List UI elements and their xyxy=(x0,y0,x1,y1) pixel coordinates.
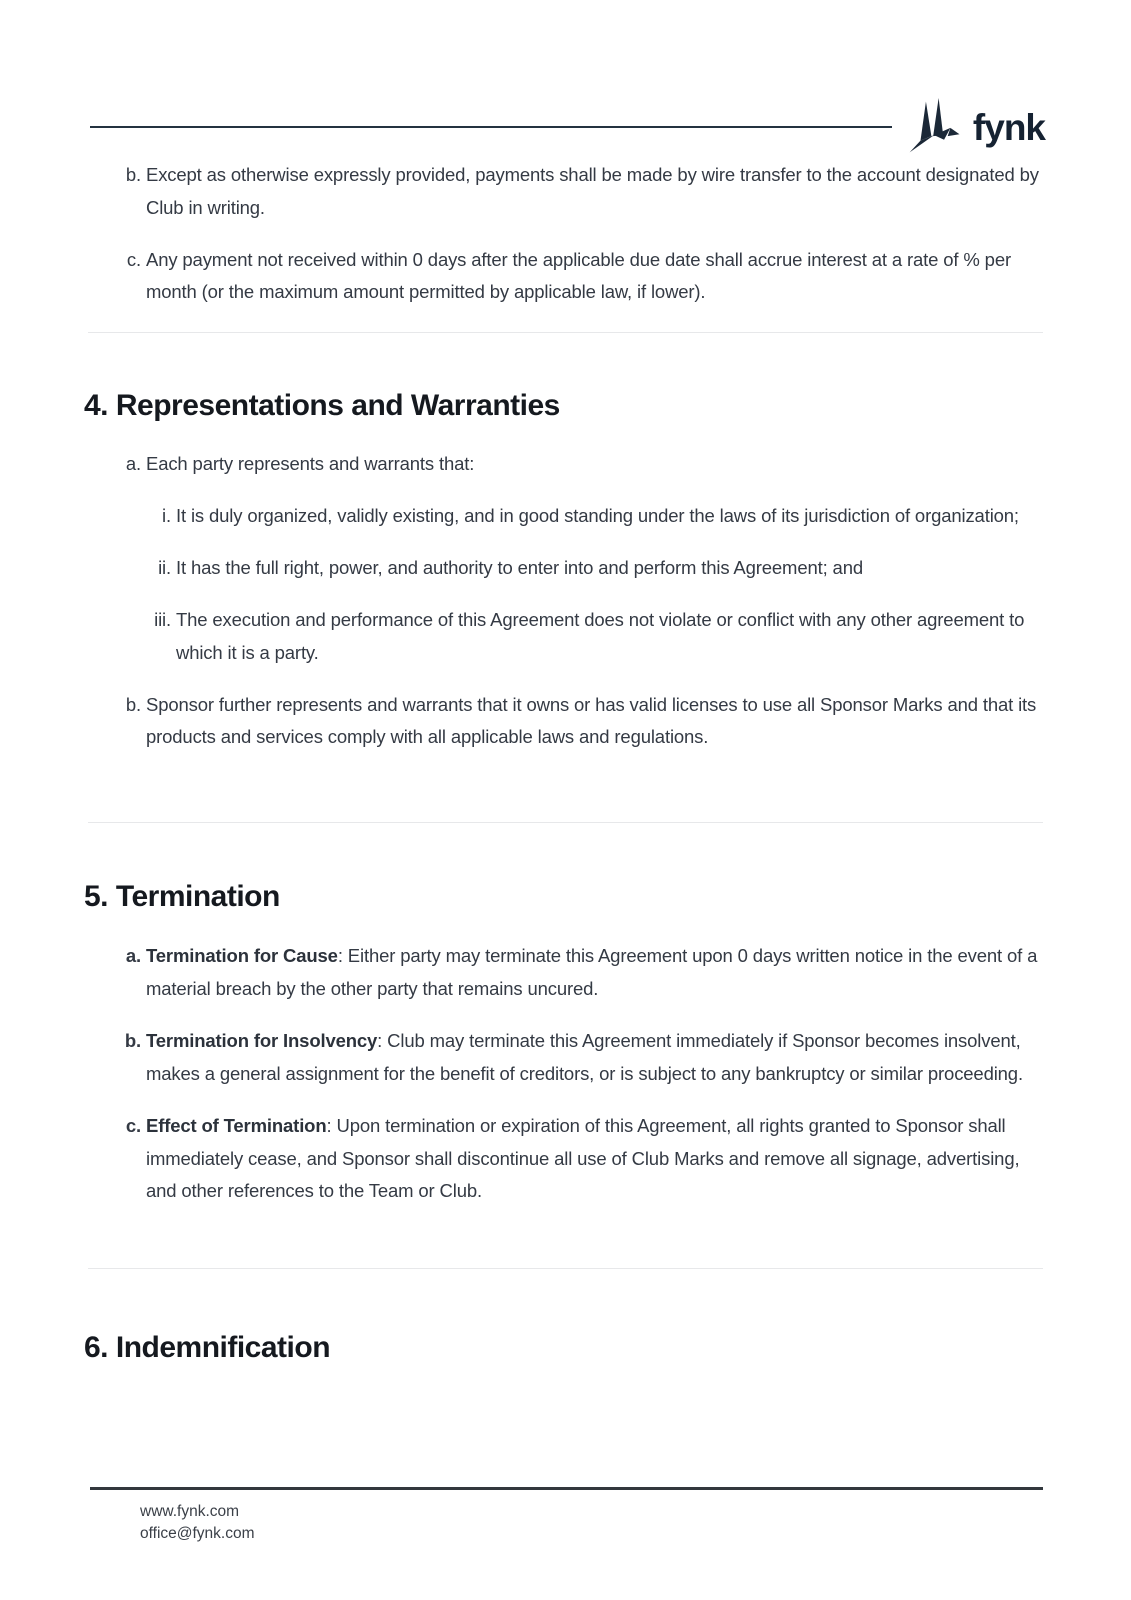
list-item-text: It has the full right, power, and authority to enter into and perform this Agreement; and xyxy=(176,557,863,578)
section-divider xyxy=(88,1268,1043,1269)
section-4-heading: 4. Representations and Warranties xyxy=(84,389,560,422)
list-item-text: Each party represents and warrants that: xyxy=(146,453,475,474)
section-5-list xyxy=(84,940,1042,1228)
term-label: Termination for Insolvency xyxy=(146,1030,378,1051)
list-item-text: Sponsor further represents and warrants that it owns or has valid licenses to use all Sponsor Marks and that its products and services comply with all applicable laws and regulations. xyxy=(146,693,1037,747)
section-divider xyxy=(88,332,1043,333)
list-item xyxy=(84,1110,1042,1208)
list-marker: c. xyxy=(126,248,141,270)
list-marker: b. xyxy=(124,1030,141,1051)
section-4-list xyxy=(84,448,1042,754)
section-5-heading: 5. Termination xyxy=(84,880,280,913)
list-item-text: It is duly organized, validly existing, and in good standing under the laws of its jurisdiction of organization; xyxy=(176,505,1019,526)
origami-crane-icon xyxy=(906,96,964,158)
list-marker: b. xyxy=(125,164,141,185)
section-6-heading: 6. Indemnification xyxy=(84,1331,331,1364)
fynk-logo xyxy=(906,96,1045,158)
term-text: : Club may terminate this Agreement immediately if Sponsor becomes insolvent, makes a general assignment for the benefit of creditors, or is subject to any bankruptcy or similar proceeding. xyxy=(146,1030,1023,1084)
fynk-wordmark: fynk xyxy=(972,106,1045,148)
list-item xyxy=(84,500,1042,533)
footer xyxy=(140,1501,255,1545)
term-text: : Either party may terminate this Agreement upon 0 days written notice in the event of a material breach by the other party that remains uncured. xyxy=(146,945,1038,999)
list-marker: a. xyxy=(125,945,141,966)
list-item xyxy=(84,689,1042,754)
list-item xyxy=(84,448,1042,481)
term-label: Termination for Cause xyxy=(146,945,338,966)
list-marker: iii. xyxy=(154,609,171,630)
section-divider xyxy=(88,822,1043,823)
list-marker: c. xyxy=(125,1115,141,1136)
list-item-text xyxy=(146,1025,1039,1090)
intro-list xyxy=(84,159,1042,309)
list-item xyxy=(84,159,1042,224)
term-label: Effect of Termination xyxy=(146,1115,327,1136)
list-item-text xyxy=(146,940,1039,1005)
footer-rule xyxy=(90,1487,1043,1490)
list-item-text xyxy=(146,1110,1039,1208)
term-text: : Upon termination or expiration of this Agreement, all rights granted to Sponsor shall immediately cease, and Sponsor shall discontinue all use of Club Marks and remove all signage, advertising, and other references to the Team or Club. xyxy=(146,1115,1020,1201)
list-marker: a. xyxy=(125,453,141,474)
list-item-text: Any payment not received within 0 days after the applicable due date shall accrue interest at a rate of % per month (or the maximum amount permitted by applicable law, if lower). xyxy=(146,248,1011,302)
footer-website-link[interactable]: www.fynk.com xyxy=(140,1503,240,1520)
list-marker: b. xyxy=(125,693,141,715)
list-marker: i. xyxy=(162,505,171,526)
footer-email-link[interactable]: office@fynk.com xyxy=(140,1525,255,1542)
list-item-text: The execution and performance of this Agreement does not violate or conflict with any other agreement to which it is a party. xyxy=(176,609,1025,663)
list-item-text: Except as otherwise expressly provided, payments shall be made by wire transfer to the account designated by Club in writing. xyxy=(146,164,1039,218)
list-item xyxy=(84,604,1042,669)
list-marker: ii. xyxy=(158,557,171,578)
header-rule xyxy=(90,126,892,128)
list-item xyxy=(84,1025,1042,1090)
list-item xyxy=(84,940,1042,1005)
list-item xyxy=(84,244,1042,309)
list-item xyxy=(84,552,1042,585)
